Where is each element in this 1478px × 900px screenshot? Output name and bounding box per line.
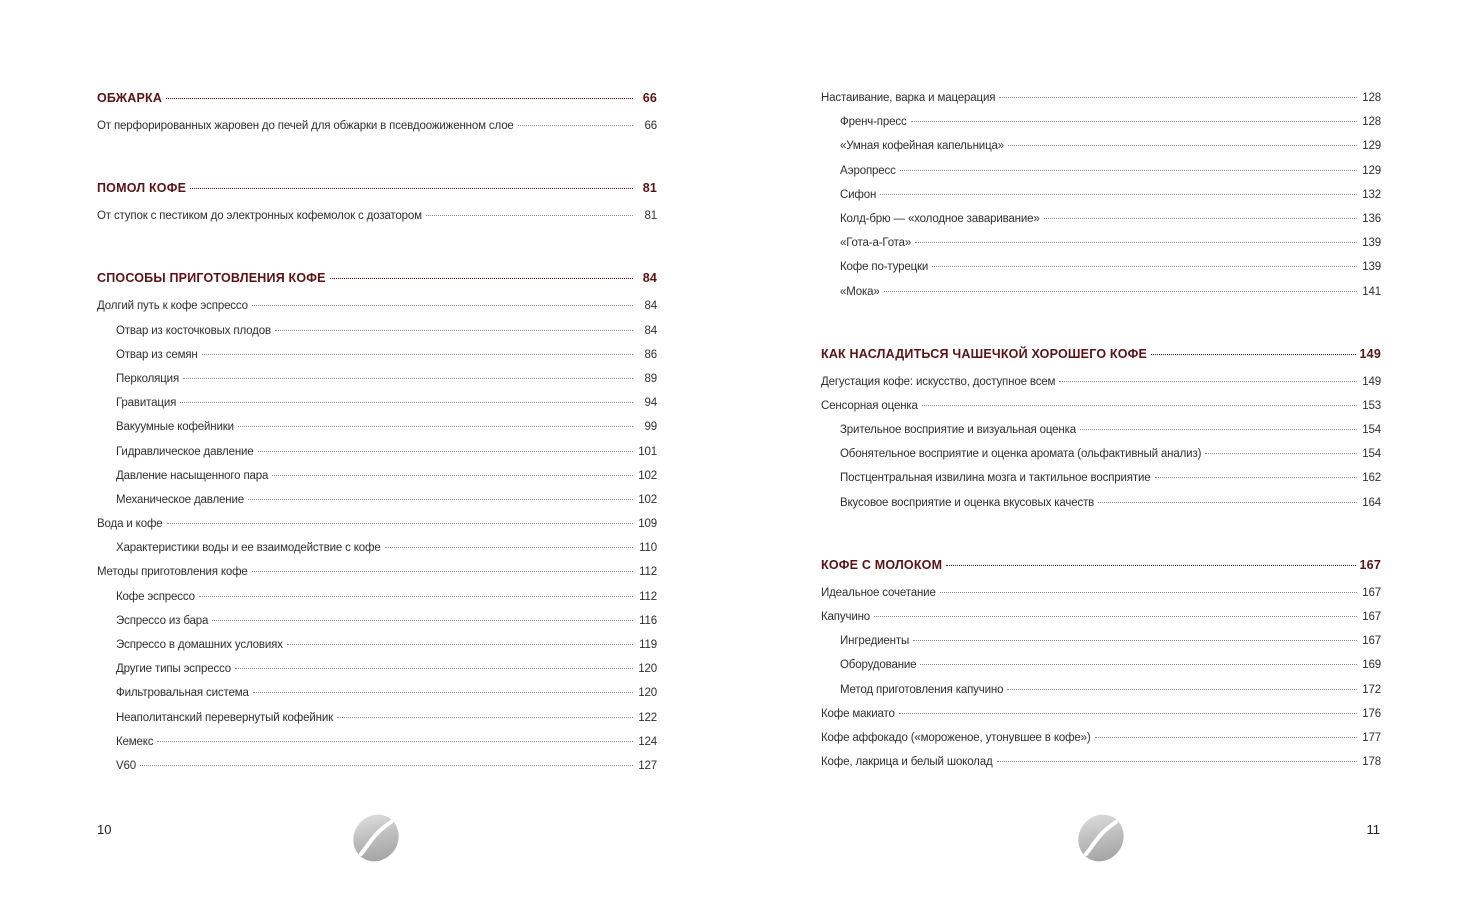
dot-leader <box>1080 429 1357 430</box>
dot-leader <box>190 188 633 189</box>
entry-page-number: 101 <box>638 445 657 458</box>
entry-title: Кофе эспрессо <box>116 590 195 603</box>
entry-title: Вода и кофе <box>97 518 163 531</box>
coffee-bean-icon <box>1076 812 1126 864</box>
toc-entry[interactable] <box>97 204 657 228</box>
entry-page-number: 167 <box>1362 611 1381 623</box>
toc-subentry[interactable] <box>821 491 1381 515</box>
chapter-heading[interactable] <box>97 86 657 114</box>
entry-title: Отвар из семян <box>116 348 198 361</box>
dot-leader <box>157 741 633 742</box>
entry-page-number: 102 <box>638 469 657 482</box>
toc-subentry[interactable] <box>97 633 657 657</box>
dot-leader <box>140 765 633 766</box>
dot-leader <box>258 451 633 452</box>
entry-title: Неаполитанский перевернутый кофейник <box>116 711 333 724</box>
entry-page-number: 162 <box>1362 472 1381 485</box>
dot-leader <box>253 692 633 693</box>
toc-subentry[interactable] <box>97 609 657 633</box>
toc-entry[interactable] <box>97 512 657 536</box>
dot-leader <box>874 616 1357 617</box>
right-page <box>739 0 1478 900</box>
toc-entry[interactable] <box>821 702 1381 726</box>
entry-page-number: 139 <box>1362 261 1381 274</box>
chapter-heading[interactable] <box>97 266 657 294</box>
entry-title: Отвар из косточковых плодов <box>116 324 271 337</box>
chapter-heading[interactable] <box>97 176 657 204</box>
dot-leader <box>911 121 1357 122</box>
dot-leader <box>1095 737 1357 738</box>
dot-leader <box>1151 354 1355 355</box>
entry-title: Эспрессо в домашних условиях <box>116 639 283 651</box>
entry-page-number: 178 <box>1362 756 1381 769</box>
entry-page-number: 167 <box>1359 557 1381 572</box>
entry-title: Кофе, лакрица и белый шоколад <box>821 756 993 769</box>
dot-leader <box>275 330 633 331</box>
dot-leader <box>166 98 633 99</box>
entry-page-number: 169 <box>1362 659 1381 672</box>
toc-subentry[interactable] <box>821 466 1381 490</box>
page-number: 10 <box>97 822 112 837</box>
dot-leader <box>167 523 634 524</box>
toc-entry[interactable] <box>821 726 1381 750</box>
entry-page-number: 89 <box>644 372 657 385</box>
toc-section <box>97 86 657 138</box>
entry-page-number: 177 <box>1362 731 1381 744</box>
entry-page-number: 120 <box>638 687 657 700</box>
entry-page-number: 167 <box>1362 635 1381 648</box>
toc-entry[interactable] <box>821 394 1381 418</box>
dot-leader <box>915 242 1357 243</box>
dot-leader <box>1008 145 1357 146</box>
entry-title: «Умная кофейная капельница» <box>840 140 1004 153</box>
entry-page-number: 129 <box>1362 164 1381 177</box>
entry-page-number: 116 <box>639 614 657 627</box>
toc-entry[interactable] <box>97 294 657 318</box>
dot-leader <box>899 713 1357 714</box>
dot-leader <box>900 170 1357 171</box>
dot-leader <box>337 717 633 718</box>
entry-title: КОФЕ С МОЛОКОМ <box>821 557 943 572</box>
dot-leader <box>426 215 633 216</box>
entry-page-number: 112 <box>639 566 657 579</box>
dot-leader <box>180 402 633 403</box>
toc-subentry[interactable] <box>97 464 657 488</box>
entry-title: Другие типы эспрессо <box>116 663 232 676</box>
dot-leader <box>1155 477 1357 478</box>
dot-leader <box>272 475 633 476</box>
toc-subentry[interactable] <box>821 183 1381 207</box>
toc-subentry[interactable] <box>97 536 657 560</box>
entry-title: Кемекс <box>116 735 154 748</box>
entry-page-number: 129 <box>1362 140 1381 153</box>
entry-title: Вкусовое восприятие и оценка вкусовых качеств <box>840 496 1095 509</box>
dot-leader <box>1007 689 1357 690</box>
entry-page-number: 66 <box>642 91 657 105</box>
entry-title: Фильтровальная система <box>116 687 249 700</box>
toc-subentry[interactable] <box>821 678 1381 702</box>
dot-leader <box>1059 381 1357 382</box>
dot-leader <box>940 592 1357 593</box>
entry-title: СПОСОБЫ ПРИГОТОВЛЕНИЯ КОФЕ <box>97 271 326 286</box>
toc-section <box>97 266 657 778</box>
entry-title: Перколяция <box>116 372 180 385</box>
toc-subentry[interactable] <box>821 207 1381 231</box>
dot-leader <box>997 761 1357 762</box>
entry-title: От перфорированных жаровен до печей для обжарки в псевдоожиженном слое <box>97 120 514 132</box>
entry-title: ПОМОЛ КОФЕ <box>97 181 187 196</box>
dot-leader <box>999 97 1357 98</box>
dot-leader <box>1205 453 1357 454</box>
toc-subentry[interactable] <box>821 231 1381 255</box>
entry-title: Обонятельное восприятие и оценка аромата (ольфактивный анализ) <box>840 448 1202 461</box>
entry-title: Кофе по-турецки <box>840 261 929 274</box>
toc-section <box>821 342 1381 515</box>
entry-title: Зрительное восприятие и визуальная оценка <box>840 424 1076 437</box>
entry-page-number: 176 <box>1362 707 1381 720</box>
toc-subentry[interactable] <box>821 110 1381 134</box>
entry-title: Аэропресс <box>840 164 896 177</box>
entry-page-number: 139 <box>1362 237 1381 250</box>
toc-subentry[interactable] <box>97 585 657 609</box>
entry-title: Дегустация кофе: искусство, доступное всем <box>821 375 1056 388</box>
entry-page-number: 110 <box>639 542 657 555</box>
entry-title: Капучино <box>821 611 871 623</box>
toc-subentry[interactable] <box>97 706 657 730</box>
entry-title: Метод приготовления капучино <box>840 683 1004 696</box>
entry-page-number: 122 <box>638 711 657 724</box>
entry-title: «Гота-а-Гота» <box>840 237 912 250</box>
entry-title: Механическое давление <box>116 493 245 506</box>
entry-page-number: 127 <box>638 759 657 772</box>
dot-leader <box>212 620 633 621</box>
dot-leader <box>202 354 633 355</box>
toc-subentry[interactable] <box>821 418 1381 442</box>
toc-subentry[interactable] <box>97 730 657 754</box>
toc-subentry[interactable] <box>97 440 657 464</box>
entry-title: Колд-брю — «холодное заваривание» <box>840 212 1040 225</box>
entry-page-number: 153 <box>1362 399 1381 412</box>
entry-page-number: 141 <box>1362 285 1381 298</box>
entry-title: Сенсорная оценка <box>821 399 918 412</box>
entry-page-number: 102 <box>638 493 657 506</box>
toc-subentry[interactable] <box>97 657 657 681</box>
entry-page-number: 149 <box>1359 346 1381 361</box>
dot-leader <box>199 596 633 597</box>
entry-title: ОБЖАРКА <box>97 91 163 105</box>
table-of-contents-left <box>97 86 657 778</box>
dot-leader <box>248 499 633 500</box>
entry-page-number: 154 <box>1362 424 1381 437</box>
toc-section <box>97 176 657 228</box>
entry-page-number: 109 <box>638 518 657 531</box>
toc-subentry[interactable] <box>97 754 657 778</box>
toc-subentry[interactable] <box>821 134 1381 158</box>
entry-page-number: 154 <box>1362 448 1381 461</box>
entry-page-number: 128 <box>1362 92 1381 104</box>
toc-subentry[interactable] <box>821 159 1381 183</box>
dot-leader <box>252 305 633 306</box>
entry-page-number: 86 <box>644 348 657 361</box>
toc-subentry[interactable] <box>821 629 1381 653</box>
dot-leader <box>1044 218 1357 219</box>
entry-title: Кофе аффокадо («мороженое, утонувшее в кофе») <box>821 731 1091 744</box>
dot-leader <box>884 291 1357 292</box>
chapter-heading[interactable] <box>821 342 1381 370</box>
toc-entry[interactable] <box>821 86 1381 110</box>
table-of-contents-right <box>821 86 1381 774</box>
entry-page-number: 81 <box>642 181 657 196</box>
dot-leader <box>913 640 1357 641</box>
chapter-heading[interactable] <box>821 553 1381 581</box>
entry-page-number: 84 <box>644 300 657 313</box>
entry-title: Долгий путь к кофе эспрессо <box>97 300 248 313</box>
dot-leader <box>880 194 1357 195</box>
entry-page-number: 94 <box>644 397 657 410</box>
toc-section <box>821 86 1381 304</box>
entry-title: Характеристики воды и ее взаимодействие с кофе <box>116 542 381 555</box>
dot-leader <box>252 571 633 572</box>
entry-page-number: 164 <box>1362 496 1381 509</box>
entry-page-number: 128 <box>1362 116 1381 129</box>
entry-title: Оборудование <box>840 659 917 672</box>
entry-page-number: 132 <box>1362 188 1381 201</box>
toc-entry[interactable] <box>821 370 1381 394</box>
dot-leader <box>238 426 633 427</box>
entry-page-number: 167 <box>1362 586 1381 599</box>
entry-page-number: 66 <box>644 120 657 132</box>
toc-subentry[interactable] <box>97 319 657 343</box>
toc-subentry[interactable] <box>97 488 657 512</box>
entry-page-number: 149 <box>1362 375 1381 388</box>
dot-leader <box>330 278 633 279</box>
toc-entry[interactable] <box>97 560 657 584</box>
dot-leader <box>922 405 1357 406</box>
toc-entry[interactable] <box>821 750 1381 774</box>
dot-leader <box>932 266 1357 267</box>
dot-leader <box>518 125 633 126</box>
toc-subentry[interactable] <box>821 255 1381 279</box>
toc-subentry[interactable] <box>97 415 657 439</box>
toc-subentry[interactable] <box>97 343 657 367</box>
dot-leader <box>183 378 633 379</box>
coffee-bean-icon <box>351 812 401 864</box>
entry-title: Кофе макиато <box>821 707 895 720</box>
toc-subentry[interactable] <box>821 442 1381 466</box>
dot-leader <box>946 565 1355 566</box>
entry-title: Френч-пресс <box>840 116 907 129</box>
entry-title: Методы приготовления кофе <box>97 566 248 579</box>
toc-subentry[interactable] <box>821 653 1381 677</box>
dot-leader <box>287 644 633 645</box>
entry-page-number: 84 <box>642 271 657 286</box>
entry-title: «Мока» <box>840 285 880 298</box>
toc-subentry[interactable] <box>97 681 657 705</box>
entry-title: Давление насыщенного пара <box>116 469 269 482</box>
entry-title: V60 <box>116 759 137 772</box>
entry-title: Постцентральная извилина мозга и тактильное восприятие <box>840 472 1151 485</box>
entry-page-number: 136 <box>1362 212 1381 225</box>
entry-title: От ступок с пестиком до электронных кофемолок с дозатором <box>97 210 422 223</box>
entry-page-number: 99 <box>644 421 657 434</box>
entry-page-number: 124 <box>638 735 657 748</box>
toc-entry[interactable] <box>821 581 1381 605</box>
page-number: 11 <box>1366 822 1380 837</box>
entry-title: Сифон <box>840 188 877 201</box>
entry-title: Вакуумные кофейники <box>116 421 234 434</box>
toc-section <box>821 553 1381 775</box>
entry-title: Ингредиенты <box>840 635 910 648</box>
toc-subentry[interactable] <box>821 280 1381 304</box>
entry-title: Гравитация <box>116 397 177 410</box>
entry-page-number: 120 <box>638 663 657 676</box>
entry-page-number: 84 <box>644 324 657 337</box>
toc-entry[interactable] <box>97 114 657 138</box>
toc-subentry[interactable] <box>97 391 657 415</box>
toc-entry[interactable] <box>821 605 1381 629</box>
dot-leader <box>385 547 633 548</box>
entry-page-number: 81 <box>644 210 657 223</box>
entry-title: Гидравлическое давление <box>116 445 254 458</box>
dot-leader <box>920 664 1357 665</box>
entry-title: Эспрессо из бара <box>116 614 209 627</box>
entry-title: Идеальное сочетание <box>821 586 936 599</box>
entry-page-number: 119 <box>639 639 657 651</box>
entry-title: Настаивание, варка и мацерация <box>821 92 996 104</box>
entry-page-number: 172 <box>1362 683 1381 696</box>
toc-subentry[interactable] <box>97 367 657 391</box>
dot-leader <box>235 668 633 669</box>
entry-title: КАК НАСЛАДИТЬСЯ ЧАШЕЧКОЙ ХОРОШЕГО КОФЕ <box>821 346 1148 361</box>
dot-leader <box>1098 502 1357 503</box>
entry-page-number: 112 <box>639 590 657 603</box>
